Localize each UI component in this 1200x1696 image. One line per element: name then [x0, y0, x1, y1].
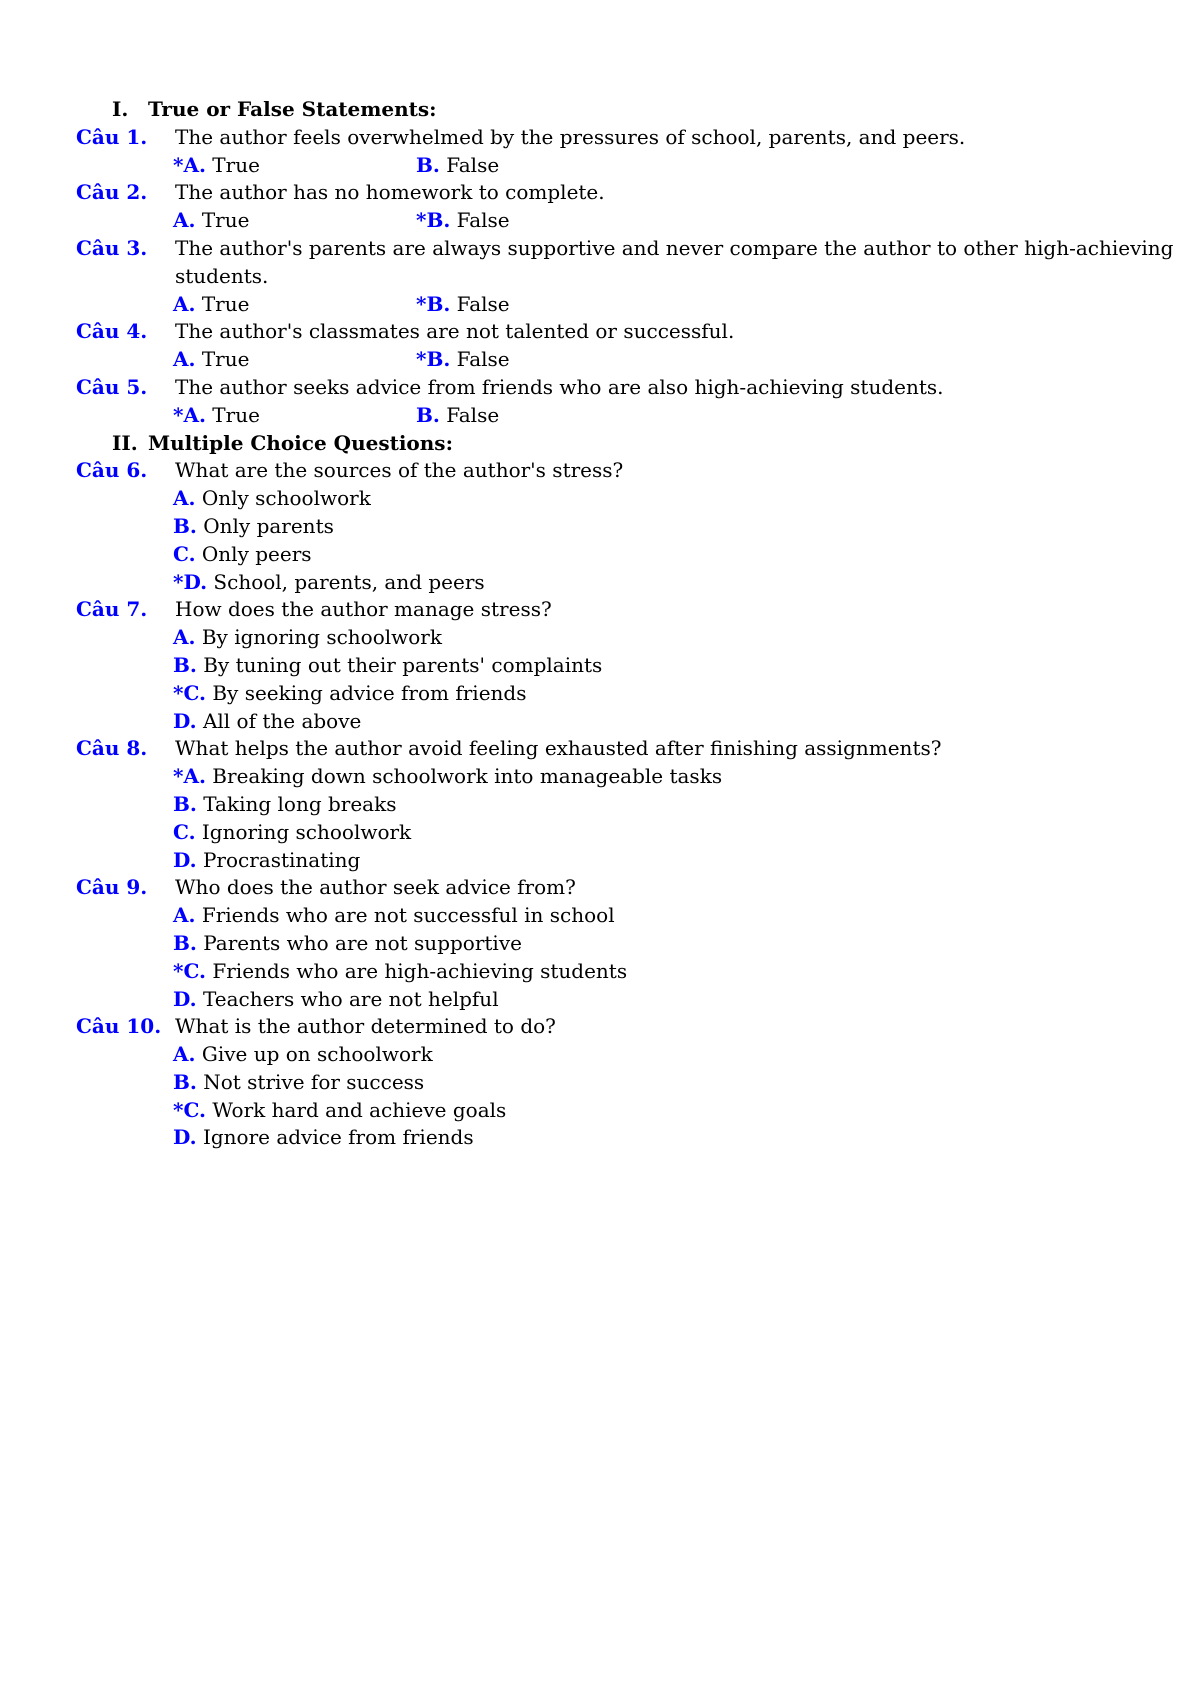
question-5-options — [0, 402, 1200, 430]
question-10 — [0, 1013, 1200, 1041]
question-text: The author has no homework to complete. — [175, 180, 605, 205]
option-text: True — [205, 152, 260, 177]
option-d — [173, 708, 361, 736]
option-b — [173, 652, 602, 680]
option-text: Not strive for success — [196, 1069, 425, 1094]
question-text: Who does the author seek advice from? — [175, 875, 576, 900]
option-letter: B. — [173, 1069, 197, 1094]
option-text: Only schoolwork — [195, 486, 371, 511]
option-d — [173, 986, 499, 1014]
option-text: False — [450, 208, 510, 233]
option-row — [0, 1041, 1200, 1069]
option-letter: *B. — [416, 291, 451, 316]
option-row — [0, 902, 1200, 930]
option-text: True — [205, 402, 260, 427]
option-letter: *C. — [173, 680, 206, 705]
option-text: Breaking down schoolwork into manageable tasks — [205, 764, 723, 789]
option-c — [173, 1097, 506, 1125]
option-b — [173, 791, 396, 819]
option-text: By ignoring schoolwork — [195, 625, 442, 650]
section-numeral: II. — [112, 430, 138, 455]
option-text: Give up on schoolwork — [195, 1042, 433, 1067]
option-letter: D. — [173, 1125, 197, 1150]
question-label: Câu 6. — [76, 458, 148, 483]
question-text: How does the author manage stress? — [175, 597, 552, 622]
question-5 — [0, 374, 1200, 402]
option-letter: A. — [173, 347, 196, 372]
option-b — [173, 930, 522, 958]
section-heading-true-false — [0, 96, 1200, 124]
option-letter: B. — [416, 402, 440, 427]
option-letter: *C. — [173, 958, 206, 983]
section-title: Multiple Choice Questions: — [148, 430, 453, 455]
option-text: Ignoring schoolwork — [195, 819, 412, 844]
option-b — [416, 291, 510, 319]
section-heading-multiple-choice — [0, 430, 1200, 458]
option-text: Teachers who are not helpful — [196, 986, 499, 1011]
option-letter: C. — [173, 819, 196, 844]
question-3-continuation — [0, 263, 1200, 291]
option-text: Taking long breaks — [196, 791, 397, 816]
option-text: True — [195, 347, 250, 372]
question-4 — [0, 318, 1200, 346]
option-text: Procrastinating — [196, 847, 361, 872]
option-c — [173, 680, 527, 708]
option-letter: A. — [173, 625, 196, 650]
option-letter: C. — [173, 541, 196, 566]
question-label: Câu 7. — [76, 597, 148, 622]
option-row — [0, 513, 1200, 541]
question-2 — [0, 179, 1200, 207]
option-letter: D. — [173, 986, 197, 1011]
option-text: Parents who are not supportive — [196, 930, 522, 955]
option-text: Only peers — [195, 541, 312, 566]
section-numeral: I. — [112, 97, 129, 121]
question-7 — [0, 596, 1200, 624]
option-b — [416, 402, 499, 430]
option-row — [0, 791, 1200, 819]
option-text: By seeking advice from friends — [206, 680, 527, 705]
option-letter: *A. — [173, 764, 206, 789]
question-text: What helps the author avoid feeling exhausted after finishing assignments? — [175, 736, 942, 761]
question-label: Câu 10. — [76, 1014, 162, 1039]
option-text: False — [439, 402, 500, 427]
option-row — [0, 1097, 1200, 1125]
document-page — [0, 96, 1200, 1152]
option-text: Work hard and achieve goals — [206, 1097, 507, 1122]
question-label: Câu 8. — [76, 736, 148, 761]
option-c — [173, 819, 411, 847]
option-b — [173, 1069, 424, 1097]
option-row — [0, 986, 1200, 1014]
question-text: The author feels overwhelmed by the pressures of school, parents, and peers. — [175, 124, 966, 149]
option-text: True — [195, 291, 250, 316]
question-label: Câu 4. — [76, 319, 148, 344]
option-letter: B. — [173, 652, 197, 677]
question-2-options — [0, 207, 1200, 235]
question-label: Câu 9. — [76, 875, 148, 900]
option-a — [173, 902, 615, 930]
option-text: Friends who are high-achieving students — [206, 958, 628, 983]
option-row — [0, 763, 1200, 791]
option-letter: B. — [416, 152, 440, 177]
option-text: Only parents — [196, 513, 334, 538]
option-text: All of the above — [196, 708, 362, 733]
option-letter: *A. — [173, 402, 206, 427]
option-row — [0, 958, 1200, 986]
question-label: Câu 5. — [76, 374, 148, 399]
option-text: True — [195, 208, 250, 233]
option-letter: A. — [173, 903, 196, 928]
option-letter: D. — [173, 847, 197, 872]
question-label: Câu 2. — [76, 180, 148, 205]
option-row — [0, 652, 1200, 680]
question-1-options — [0, 152, 1200, 180]
option-letter: *D. — [173, 569, 208, 594]
question-text-continuation: students. — [175, 263, 269, 288]
option-row — [0, 819, 1200, 847]
option-letter: A. — [173, 486, 196, 511]
option-a — [173, 346, 249, 374]
question-4-options — [0, 346, 1200, 374]
option-b — [416, 152, 499, 180]
option-text: Ignore advice from friends — [196, 1125, 474, 1150]
option-letter: *C. — [173, 1097, 206, 1122]
option-a — [173, 291, 249, 319]
option-text: By tuning out their parents' complaints — [196, 652, 603, 677]
option-row — [0, 1069, 1200, 1097]
option-a — [173, 485, 371, 513]
option-d — [173, 1124, 474, 1152]
option-a — [173, 152, 260, 180]
option-c — [173, 958, 627, 986]
option-text: School, parents, and peers — [207, 569, 485, 594]
option-letter: B. — [173, 930, 197, 955]
option-row — [0, 680, 1200, 708]
option-d — [173, 569, 485, 597]
option-row — [0, 708, 1200, 736]
option-a — [173, 1041, 433, 1069]
option-a — [173, 207, 249, 235]
question-text: The author seeks advice from friends who are also high-achieving students. — [175, 374, 944, 399]
question-8 — [0, 735, 1200, 763]
option-text: False — [439, 152, 500, 177]
question-text: The author's parents are always supportive and never compare the author to other high-achieving — [175, 235, 1174, 260]
option-text: False — [450, 291, 510, 316]
section-title: True or False Statements: — [148, 97, 437, 121]
question-9 — [0, 874, 1200, 902]
option-row — [0, 569, 1200, 597]
question-text: What are the sources of the author's stress? — [175, 458, 624, 483]
option-d — [173, 847, 360, 875]
question-1 — [0, 124, 1200, 152]
option-c — [173, 541, 312, 569]
question-3 — [0, 235, 1200, 263]
option-b — [416, 207, 510, 235]
option-letter: *A. — [173, 152, 206, 177]
question-label: Câu 1. — [76, 124, 148, 149]
option-row — [0, 624, 1200, 652]
option-a — [173, 402, 260, 430]
option-row — [0, 847, 1200, 875]
option-b — [416, 346, 510, 374]
question-text: The author's classmates are not talented or successful. — [175, 319, 735, 344]
question-6 — [0, 457, 1200, 485]
option-row — [0, 485, 1200, 513]
option-text: False — [450, 347, 510, 372]
option-row — [0, 541, 1200, 569]
option-letter: *B. — [416, 208, 451, 233]
option-a — [173, 624, 442, 652]
option-a — [173, 763, 722, 791]
option-text: Friends who are not successful in school — [195, 903, 615, 928]
option-letter: A. — [173, 291, 196, 316]
option-letter: D. — [173, 708, 197, 733]
option-letter: *B. — [416, 347, 451, 372]
option-letter: A. — [173, 1042, 196, 1067]
option-row — [0, 1124, 1200, 1152]
option-b — [173, 513, 334, 541]
option-letter: A. — [173, 208, 196, 233]
option-letter: B. — [173, 791, 197, 816]
question-3-options — [0, 291, 1200, 319]
option-letter: B. — [173, 513, 197, 538]
question-text: What is the author determined to do? — [175, 1014, 556, 1039]
question-label: Câu 3. — [76, 235, 148, 260]
option-row — [0, 930, 1200, 958]
